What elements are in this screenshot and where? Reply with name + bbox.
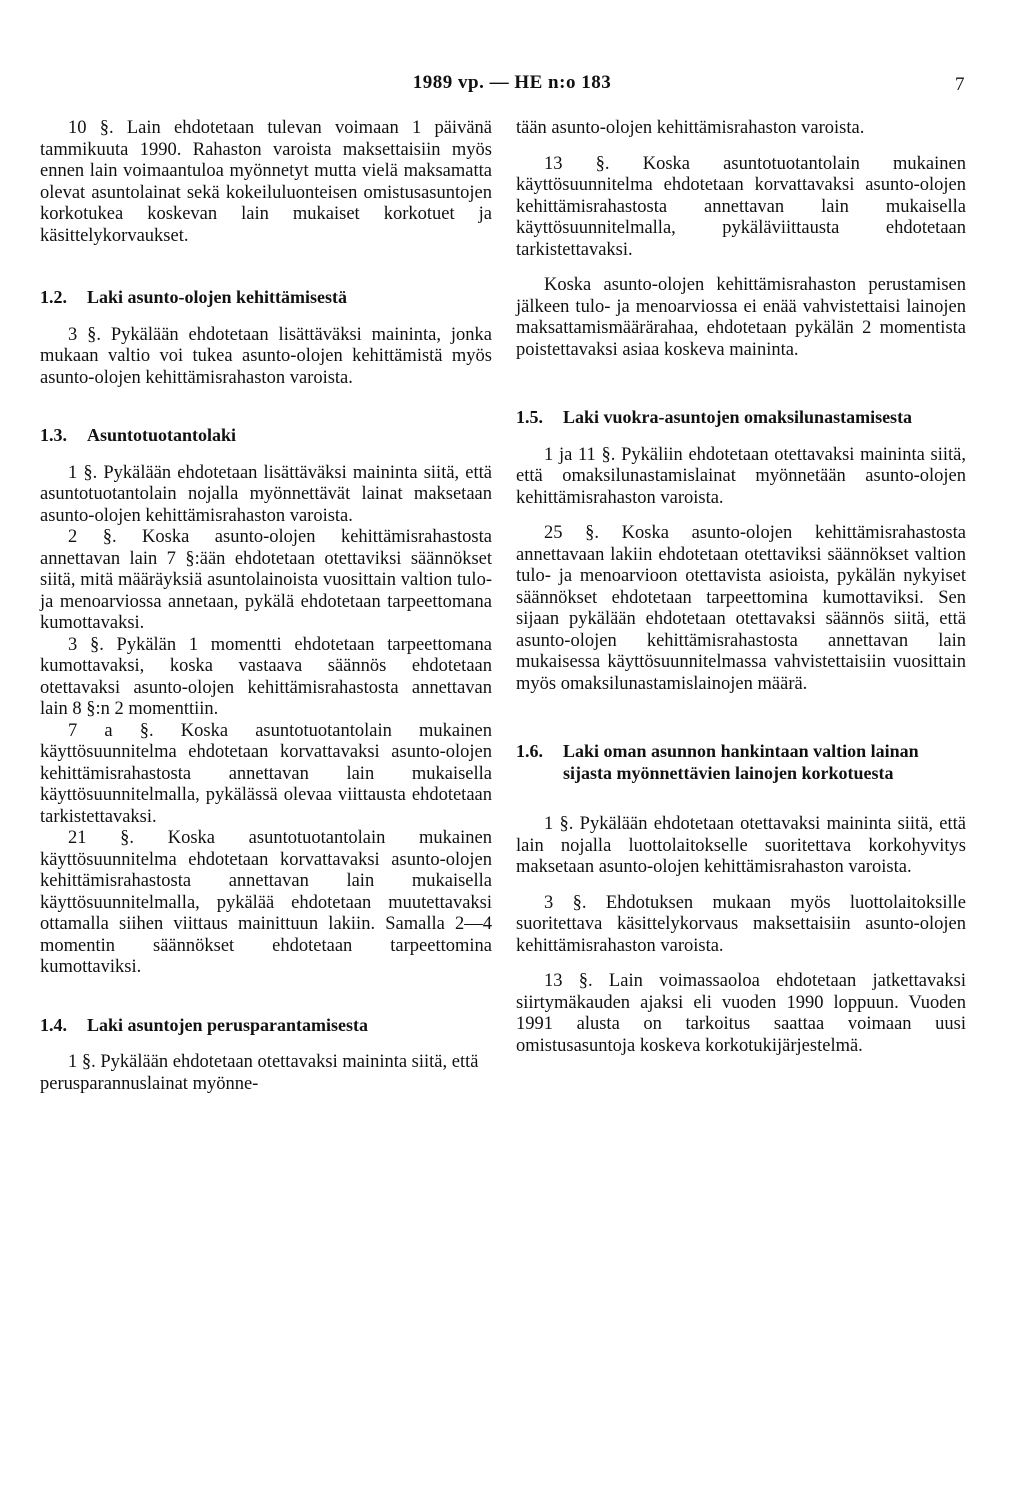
paragraph: 3 §. Ehdotuksen mukaan myös luottolaitoksille suoritettava käsittelykorvaus maksettaisiin asunto-olojen kehittämisrahaston varoista. <box>516 892 966 956</box>
page-number: 7 <box>955 74 965 95</box>
paragraph: 13 §. Koska asuntotuotantolain mukainen käyttösuunnitelma ehdotetaan korvattavaksi asunto-olojen kehittämisrahastosta annettavan lain mukaisella käyttösuunnitelmalla, pykäläviittausta ehdotetaan tarkistettavaksi. <box>516 153 966 260</box>
paragraph: 1 §. Pykälään ehdotetaan lisättäväksi maininta siitä, että asuntotuotantolain nojalla myönnettävät lainat maksetaan asunto-olojen kehittämisrahaston varoista. <box>40 462 492 526</box>
section-heading-1-3 <box>40 425 492 447</box>
section-heading-1-2 <box>40 287 492 309</box>
section-heading-1-4 <box>40 1015 492 1037</box>
section-number: 1.2. <box>40 287 67 307</box>
section-heading-1-6 <box>516 741 966 784</box>
paragraph: 21 §. Koska asuntotuotantolain mukainen käyttösuunnitelma ehdotetaan korvattavaksi asunto-olojen kehittämisrahastosta annettavan lain mukaisella käyttösuunnitelmalla, pykälää ehdotetaan muutettavaksi ottamalla siihen viittaus mainittuun lakiin. Samalla 2—4 momentin säännökset ehdotetaan tarpeettomina kumottaviksi. <box>40 828 492 977</box>
paragraph: 1 §. Pykälään ehdotetaan otettavaksi maininta siitä, että lain nojalla luottolaitokselle suoritettava korkohyvitys maksetaan asunto-olojen kehittämisrahaston varoista. <box>516 814 966 877</box>
section-title: Laki asunto-olojen kehittämisestä <box>87 287 348 307</box>
document-header-title: 1989 vp. — HE n:o 183 <box>412 72 612 93</box>
paragraph: 13 §. Lain voimassaoloa ehdotetaan jatkettavaksi siirtymäkauden ajaksi eli vuoden 1990 loppuun. Vuoden 1991 alusta on tarkoitus saattaa voimaan uusi omistusasuntoja koskeva korkotukijärjestelmä. <box>516 971 966 1056</box>
section-number: 1.4. <box>40 1014 67 1035</box>
section-number: 1.5. <box>516 407 543 427</box>
paragraph: Koska asunto-olojen kehittämisrahaston perustamisen jälkeen tulo- ja menoarviossa ei enää vahvistettaisi lainojen maksattamismäärärahaa, ehdotetaan pykälän 2 momentista poistettavaksi asiaa koskeva maininta. <box>516 275 966 360</box>
paragraph: 3 §. Pykälän 1 momentti ehdotetaan tarpeettomana kumottavaksi, koska vastaava säännös ehdotetaan otettavaksi asunto-olojen kehittämisrahastosta annettavan lain 8 §:n 2 momenttiin. <box>40 634 492 719</box>
section-title: Laki vuokra-asuntojen omaksilunastamisesta <box>563 407 913 427</box>
paragraph: 1 §. Pykälään ehdotetaan otettavaksi maininta siitä, että perusparannuslainat myönne- <box>40 1052 479 1094</box>
paragraph: 25 §. Koska asunto-olojen kehittämisrahastosta annettavaan lakiin ehdotetaan otettaviksi säännökset valtion tulo- ja menoarvioon otettavista asioista, pykälän nykyiset säännökset ehdotetaan tarpeettomina kumottaviksi. Sen sijaan pykälään ehdotetaan otettavaksi säännös siitä, että asunto-olojen kehittämisrahastosta annettavan lain mukaisessa käyttösuunnitelmassa vahvistettaisiin vuosittain myös omaksilunastamislainojen määrä. <box>516 523 966 694</box>
right-column <box>516 118 966 1057</box>
section-title: Laki asuntojen perusparantamisesta <box>87 1014 369 1035</box>
paragraph-10-section: 10 §. Lain ehdotetaan tulevan voimaan 1 päivänä tammikuuta 1990. Rahaston varoista maksettaisiin myös ennen lain voimaantuloa myönnetyt mutta vielä maksamatta olevat asuntolainat sekä kokeiluluonteisen omistusasuntojen korkotukea koskevan lain mukaiset korkotuet ja käsittelykorvaukset. <box>40 118 492 246</box>
section-number: 1.6. <box>516 741 543 761</box>
section-title: Laki oman asunnon hankintaan valtion lainan sijasta myönnettävien lainojen korkotuesta <box>563 741 919 783</box>
section-title: Asuntotuotantolaki <box>87 425 237 445</box>
paragraph: 1 ja 11 §. Pykäliin ehdotetaan otettavaksi maininta siitä, että omaksilunastamislainat myönnetään asunto-olojen kehittämisrahaston varoista. <box>516 444 966 508</box>
section-heading-1-5 <box>516 407 966 429</box>
paragraph: 3 §. Pykälään ehdotetaan lisättäväksi maininta, jonka mukaan valtio voi tukea asunto-olojen kehittämistä myös asunto-olojen kehittämisrahaston varoista. <box>40 324 492 388</box>
paragraph: 2 §. Koska asunto-olojen kehittämisrahastosta annettavan lain 7 §:ään ehdotetaan otettaviksi säännökset siitä, mitä määräyksiä asuntolainoista vuosittain valtion tulo- ja menoarviossa annetaan, pykälä ehdotetaan tarpeettomana kumottavaksi. <box>40 527 492 633</box>
left-column <box>40 118 492 1095</box>
paragraph: 7 a §. Koska asuntotuotantolain mukainen käyttösuunnitelma ehdotetaan korvattavaksi asunto-olojen kehittämisrahastosta annettavan lain mukaisella käyttösuunnitelmalla, pykälässä olevaa viittausta ehdotetaan tarkistettavaksi. <box>40 720 492 827</box>
section-number: 1.3. <box>40 425 67 445</box>
paragraph-continued: tään asunto-olojen kehittämisrahaston varoista. <box>516 118 865 138</box>
